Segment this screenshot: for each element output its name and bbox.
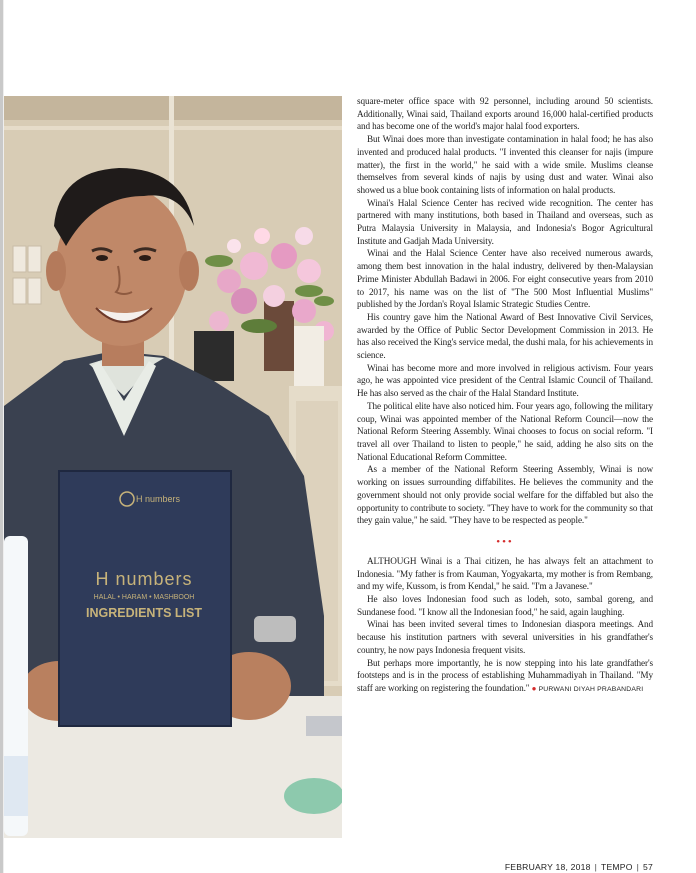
article-photo xyxy=(4,96,342,838)
footer-divider: | xyxy=(594,862,598,872)
page-footer xyxy=(480,862,653,872)
last-paragraph-text: But perhaps more importantly, he is now stepping into his late grandfather's footsteps and is in the process of establishing Muhammadiyah in Thailand. "My staff are working on registering the foundation." xyxy=(357,657,653,693)
section-separator: ••• xyxy=(496,535,514,548)
book-cover xyxy=(59,471,231,726)
footer-divider: | xyxy=(636,862,640,872)
byline-dot: ● xyxy=(531,683,537,693)
photo-illustration xyxy=(4,96,342,838)
issue-date: FEBRUARY 18, 2018 xyxy=(504,862,591,872)
paragraph: He also loves Indonesian food such as lodeh, soto, sambal goreng, and Sundanese food. "I know all the Indonesian food," he said, again laughing. xyxy=(357,594,653,617)
paragraph: Winai has become more and more involved in religious activism. Four years ago, he was appointed vice president of the Central Islamic Council of Thailand. He has also served as the chair of the Halal Standard Institute. xyxy=(357,362,653,399)
paragraph: Winai's Halal Science Center has recived wide recognition. The center has partnered with many institutions, both based in Thailand and overseas, such as Putra Malaysia University in Malaysia, and Indonesia's Bogor Agricultural Institute and Gadjah Mada University. xyxy=(357,197,653,246)
paragraph: As a member of the National Reform Steering Assembly, Winai is now working on issues surrounding diffabilites. He believes the community and the government should not only provide social welfare for the diffabled but also the opportunity to contribute to society. "They have to work for the community so that they gain value," he said. "They have to be respected as people." xyxy=(357,464,653,526)
paragraph-last xyxy=(357,657,653,697)
book-subtitle: HALAL • HARAM • MASHBOOH xyxy=(93,594,195,601)
page-number: 57 xyxy=(643,862,653,872)
book-heading: INGREDIENTS LIST xyxy=(86,606,202,620)
paragraph: But Winai does more than investigate contamination in halal food; he has also invented and produced halal products. "I invented this cleanser for najis (impure matter), the first in the world," he said with a wide smile. Muslims cleanse themselves from several kinds of najis by using dust and water. Winai also showed us a blue book containing lists of information on halal products. xyxy=(357,134,653,195)
paragraph: Winai has been invited several times to Indonesian diaspora meetings. And because his institution partners with several universities in his grandfather's country, he now pays Indonesia frequent visits. xyxy=(357,619,653,655)
paragraph: Winai and the Halal Science Center have also received numerous awards, among them best innovation in the halal industry, delivered by then-Malaysian Prime Minister Abdullah Badawi in 2006. For eight consecutive years from 2010 to 2017, his name was on the list of "The 500 Most Influential Muslims" published by the Jordan's Royal Islamic Strategic Studies Centre. xyxy=(357,248,653,310)
magazine-name: TEMPO xyxy=(601,862,633,872)
book-logo: H numbers xyxy=(136,494,181,504)
paragraph: ALTHOUGH Winai is a Thai citizen, he has always felt an attachment to Indonesia. "My father is from Kauman, Yogyakarta, my mother is from Rembang, and my wife, Kussom, is from Kendal," he said. "I'm a Javanese." xyxy=(357,555,653,592)
paragraph: His country gave him the National Award of Best Innovative Civil Services, awarded by the Office of Public Sector Development Commission in 2013. He has also received the King's service medal, the dushi mala, for his achievements in science. xyxy=(357,311,653,361)
byline: PURWANI DIYAH PRABANDARI xyxy=(538,685,644,693)
paragraph: The political elite have also noticed him. Four years ago, following the military coup, Winai was appointed member of the National Reform Council—now the National Reform Steering Assembly. Winai chooses to focus on social reform. "I travel all over Thailand to listen to people," he said, adding he also sits on the National Educational Reform Committee. xyxy=(357,400,653,462)
paragraph: square-meter office space with 92 personnel, including around 50 scientists. Additionally, Winai said, Thailand exports around 16,000 halal-certified products and has become one of the world's major halal food exporters. xyxy=(357,96,653,132)
book-title: H numbers xyxy=(95,569,193,589)
article-body xyxy=(357,95,653,697)
